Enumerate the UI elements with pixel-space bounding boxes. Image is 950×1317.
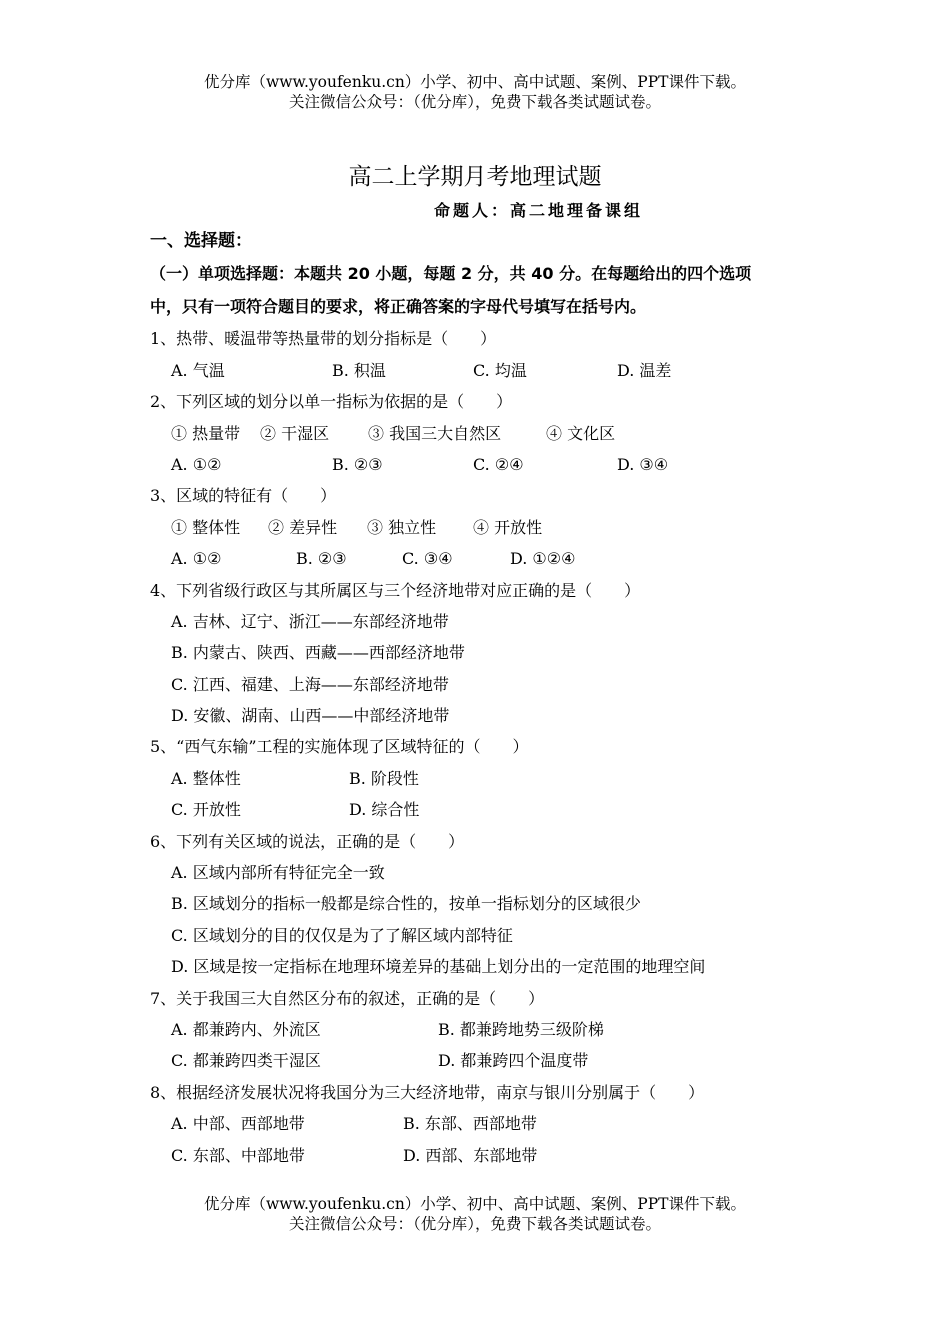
instructions-line-1: （一）单项选择题：本题共 20 小题，每题 2 分，共 40 分。在每题给出的四个选项 bbox=[150, 264, 752, 284]
question-4-option-a: A. 吉林、辽宁、浙江——东部经济地带 bbox=[171, 611, 449, 631]
header-banner-line-1: 优分库（www.youfenku.cn）小学、初中、高中试题、案例、PPT课件下载。 bbox=[203, 73, 747, 91]
question-7-option-a: A. 都兼跨内、外流区 bbox=[171, 1019, 321, 1039]
question-2-item-3: ③ 我国三大自然区 bbox=[368, 423, 502, 443]
question-5-stem: 5、“西气东输”工程的实施体现了区域特征的（ ） bbox=[150, 737, 529, 757]
question-6-stem: 6、下列有关区域的说法，正确的是（ ） bbox=[150, 831, 465, 851]
question-2-item-1: ① 热量带 bbox=[171, 423, 241, 443]
instructions-line-2: 中，只有一项符合题目的要求，将正确答案的字母代号填写在括号内。 bbox=[150, 297, 647, 317]
question-4-option-c: C. 江西、福建、上海——东部经济地带 bbox=[171, 674, 449, 694]
question-8-option-c: C. 东部、中部地带 bbox=[171, 1145, 305, 1165]
question-3-item-1: ① 整体性 bbox=[171, 517, 241, 537]
question-1-options bbox=[150, 355, 810, 386]
question-3-option-d: D. ①②④ bbox=[510, 549, 576, 569]
question-2-option-c: C. ②④ bbox=[473, 454, 524, 474]
question-1-option-b: B. 积温 bbox=[332, 360, 386, 380]
question-1-option-d: D. 温差 bbox=[617, 360, 672, 380]
question-6-option-c: C. 区域划分的目的仅仅是为了了解区域内部特征 bbox=[171, 925, 513, 945]
question-7-option-d: D. 都兼跨四个温度带 bbox=[438, 1051, 589, 1071]
question-2-option-b: B. ②③ bbox=[332, 454, 383, 474]
question-3-option-a: A. ①② bbox=[171, 549, 222, 569]
exam-author: 命题人：高二地理备课组 bbox=[434, 201, 644, 220]
question-6-option-d: D. 区域是按一定指标在地理环境差异的基础上划分出的一定范围的地理空间 bbox=[171, 957, 706, 977]
question-8-option-a: A. 中部、西部地带 bbox=[171, 1114, 305, 1134]
question-3-options bbox=[150, 543, 810, 574]
question-5-options-row-2 bbox=[150, 794, 810, 825]
question-7-stem: 7、关于我国三大自然区分布的叙述，正确的是（ ） bbox=[150, 988, 545, 1008]
header-banner-line-2: 关注微信公众号：（优分库），免费下载各类试题试卷。 bbox=[288, 93, 661, 111]
question-1-stem: 1、热带、暖温带等热量带的划分指标是（ ） bbox=[150, 329, 497, 349]
question-3-stem: 3、区域的特征有（ ） bbox=[150, 486, 337, 506]
question-8-options-row-1 bbox=[150, 1108, 810, 1139]
question-3-option-b: B. ②③ bbox=[296, 549, 347, 569]
question-1-option-a: A. 气温 bbox=[171, 360, 225, 380]
question-7-options-row-1 bbox=[150, 1014, 810, 1045]
question-7-options-row-2 bbox=[150, 1045, 810, 1076]
question-8-option-b: B. 东部、西部地带 bbox=[403, 1114, 537, 1134]
question-2-option-a: A. ①② bbox=[171, 454, 222, 474]
question-2-stem: 2、下列区域的划分以单一指标为依据的是（ ） bbox=[150, 392, 513, 412]
question-8-options-row-2 bbox=[150, 1140, 810, 1171]
question-7-option-b: B. 都兼跨地势三级阶梯 bbox=[438, 1019, 604, 1039]
question-3-item-3: ③ 独立性 bbox=[367, 517, 437, 537]
exam-title: 高二上学期月考地理试题 bbox=[348, 164, 602, 190]
question-3-item-2: ② 差异性 bbox=[268, 517, 338, 537]
section-title: 一、选择题： bbox=[150, 231, 252, 251]
question-6-option-b: B. 区域划分的指标一般都是综合性的，按单一指标划分的区域很少 bbox=[171, 894, 641, 914]
question-1-option-c: C. 均温 bbox=[473, 360, 527, 380]
question-8-option-d: D. 西部、东部地带 bbox=[403, 1145, 538, 1165]
question-7-option-c: C. 都兼跨四类干湿区 bbox=[171, 1051, 321, 1071]
question-6-option-a: A. 区域内部所有特征完全一致 bbox=[171, 863, 385, 883]
question-5-option-c: C. 开放性 bbox=[171, 800, 241, 820]
question-5-option-d: D. 综合性 bbox=[349, 800, 420, 820]
question-2-options bbox=[150, 449, 810, 480]
question-2-item-4: ④ 文化区 bbox=[546, 423, 616, 443]
question-5-option-a: A. 整体性 bbox=[171, 768, 241, 788]
question-2-option-d: D. ③④ bbox=[617, 454, 669, 474]
question-4-stem: 4、下列省级行政区与其所属区与三个经济地带对应正确的是（ ） bbox=[150, 580, 641, 600]
question-3-option-c: C. ③④ bbox=[402, 549, 453, 569]
question-2-items bbox=[150, 418, 810, 449]
question-8-stem: 8、根据经济发展状况将我国分为三大经济地带，南京与银川分别属于（ ） bbox=[150, 1082, 705, 1102]
question-5-options-row-1 bbox=[150, 763, 810, 794]
question-3-items bbox=[150, 512, 810, 543]
exam-content bbox=[150, 226, 810, 1171]
question-4-option-b: B. 内蒙古、陕西、西藏——西部经济地带 bbox=[171, 643, 465, 663]
question-5-option-b: B. 阶段性 bbox=[349, 768, 419, 788]
header-banner bbox=[0, 72, 950, 112]
question-3-item-4: ④ 开放性 bbox=[473, 517, 543, 537]
question-2-item-2: ② 干湿区 bbox=[260, 423, 330, 443]
question-4-option-d: D. 安徽、湖南、山西——中部经济地带 bbox=[171, 706, 450, 726]
footer-banner-line-2: 关注微信公众号：（优分库），免费下载各类试题试卷。 bbox=[288, 1215, 661, 1233]
footer-banner-line-1: 优分库（www.youfenku.cn）小学、初中、高中试题、案例、PPT课件下载。 bbox=[203, 1195, 747, 1213]
footer-banner bbox=[0, 1194, 950, 1234]
